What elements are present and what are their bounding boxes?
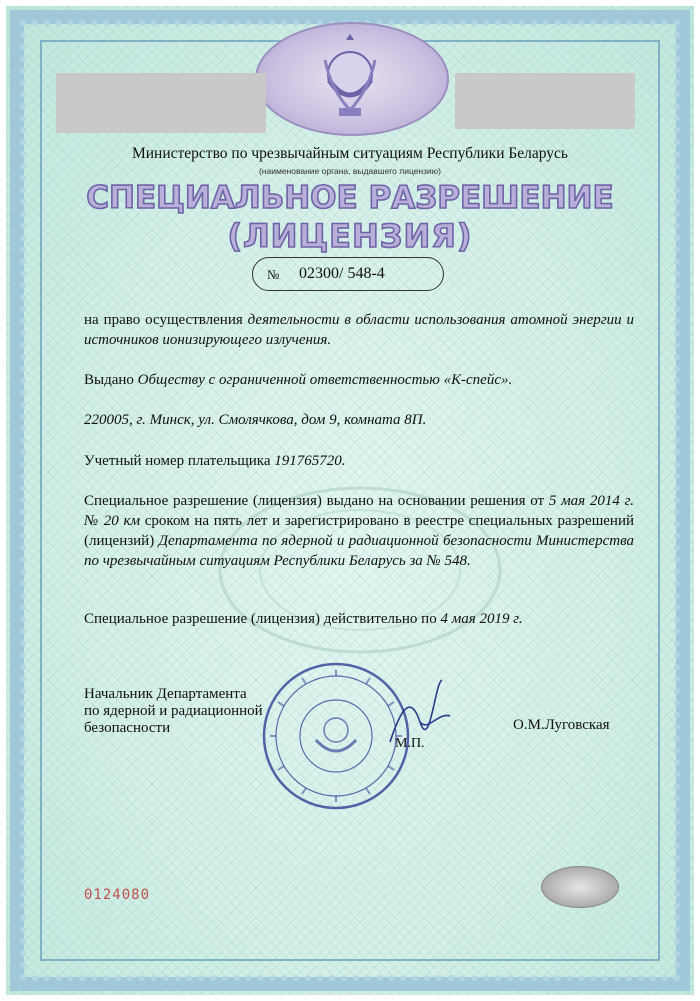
taxpayer-number: 191765720. — [274, 453, 346, 469]
validity-prefix: Специальное разрешение (лицензия) действительно по — [84, 611, 437, 627]
position-line-3: безопасности — [84, 720, 171, 736]
signer-name: О.М.Луговская — [513, 717, 610, 733]
address: 220005, г. Минск, ул. Смолячкова, дом 9, комната 8П. — [84, 412, 427, 428]
issued-paragraph — [84, 370, 634, 390]
issuing-authority-note: (наименование органа, выдавшего лицензию) — [258, 166, 442, 176]
redacted-area-left — [56, 73, 266, 133]
document-title: СПЕЦИАЛЬНОЕ РАЗРЕШЕНИЕ — [86, 180, 614, 216]
validity-date: 4 мая 2019 г. — [440, 611, 523, 627]
license-number-box — [252, 257, 444, 291]
form-serial-number: 0124080 — [84, 887, 151, 903]
basis-text-2: сроком на пять лет и зарегистрировано в реестре специальных разрешений (лицензий) — [84, 513, 635, 549]
basis-date: 5 мая 2014 г. № 20 км — [84, 493, 635, 529]
seal-place-mark: М.П. — [395, 736, 425, 751]
activity-paragraph — [84, 310, 634, 350]
number-symbol: № — [267, 267, 280, 282]
basis-text-1: Специальное разрешение (лицензия) выдано на основании решения от — [84, 493, 545, 509]
redacted-area-right — [455, 73, 635, 129]
document-subtitle: (ЛИЦЕНЗИЯ) — [227, 217, 473, 255]
license-number: 02300/ 548-4 — [299, 265, 385, 282]
basis-registry: Департамента по ядерной и радиационной безопасности Министерства по чрезвычайным ситуациям Республики Беларусь за № 548. — [84, 533, 634, 569]
activity-text: деятельности в области использования атомной энергии и источников ионизирующего излучения. — [84, 312, 635, 348]
state-emblem-icon — [315, 30, 385, 122]
issued-to: Обществу с ограниченной ответственностью «К-спейс». — [137, 372, 513, 388]
hologram-sticker-icon — [541, 866, 619, 908]
taxpayer-paragraph — [84, 451, 634, 471]
validity-paragraph — [84, 609, 634, 629]
issued-prefix: Выдано — [84, 372, 134, 388]
signatory-position — [84, 686, 263, 737]
position-line-1: Начальник Департамента — [84, 686, 247, 702]
activity-prefix: на право осуществления — [84, 312, 243, 328]
position-line-2: по ядерной и радиационной — [84, 703, 263, 719]
issuing-authority: Министерство по чрезвычайным ситуациям Республики Беларусь — [131, 145, 569, 162]
taxpayer-prefix: Учетный номер плательщика — [84, 453, 271, 469]
basis-paragraph — [84, 491, 634, 571]
